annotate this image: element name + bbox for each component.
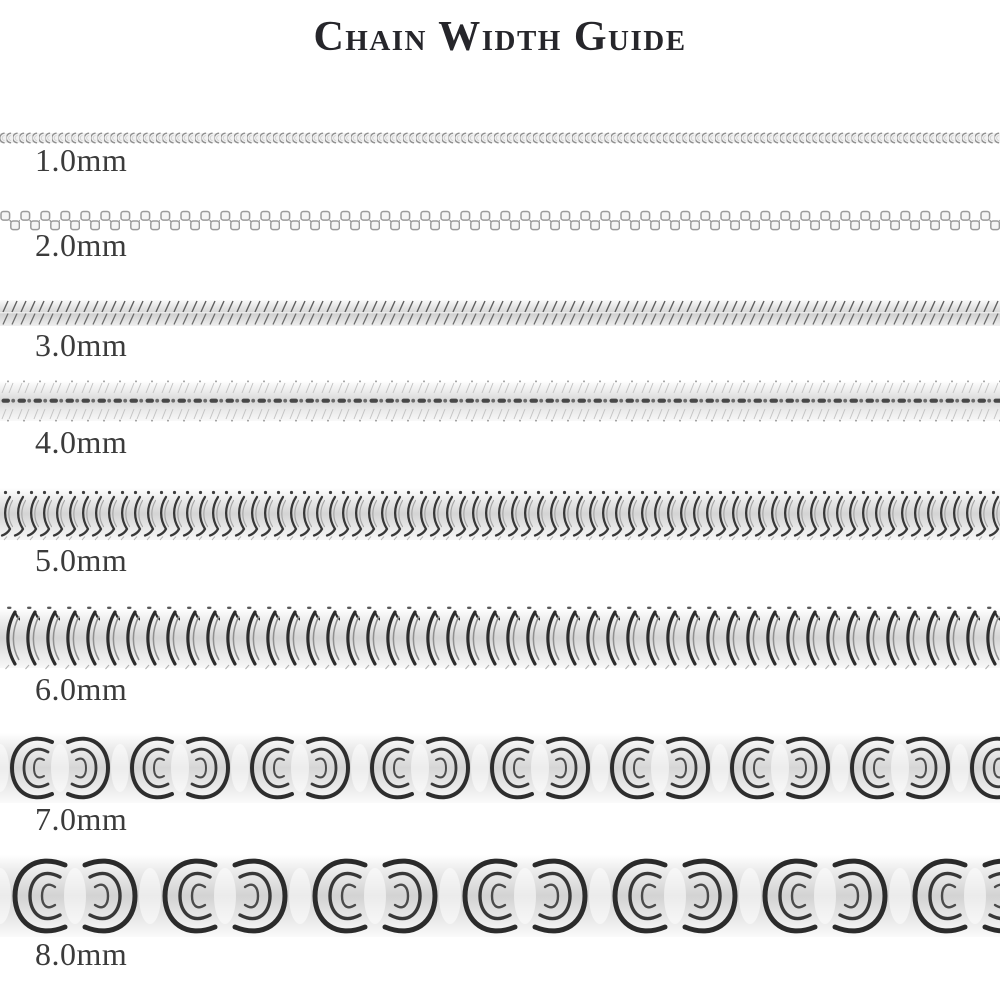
chain-size-label: 7.0mm xyxy=(35,801,128,837)
chain-photo-snake-5-0mm xyxy=(0,485,1000,543)
chain-photo-snake-6-0mm xyxy=(0,605,1000,671)
chain-photo-snake-4-0mm xyxy=(0,379,1000,423)
chain-photo-snake-3-0mm xyxy=(0,296,1000,330)
chain-photo-box-1-0mm xyxy=(0,130,1000,146)
chain-size-label: 3.0mm xyxy=(35,327,128,363)
chain-size-label: 5.0mm xyxy=(35,542,128,578)
chain-size-label: 6.0mm xyxy=(35,671,128,707)
chain-size-label: 2.0mm xyxy=(35,227,128,263)
chain-size-label: 8.0mm xyxy=(35,936,128,972)
chain-photo-rope-8-0mm xyxy=(0,850,1000,942)
chain-size-label: 4.0mm xyxy=(35,424,128,460)
chain-photo-rope-7-0mm xyxy=(0,729,1000,807)
chain-photo-box-2-0mm xyxy=(0,209,1000,233)
page-title: Chain Width Guide xyxy=(313,14,687,60)
chain-size-label: 1.0mm xyxy=(35,142,128,178)
